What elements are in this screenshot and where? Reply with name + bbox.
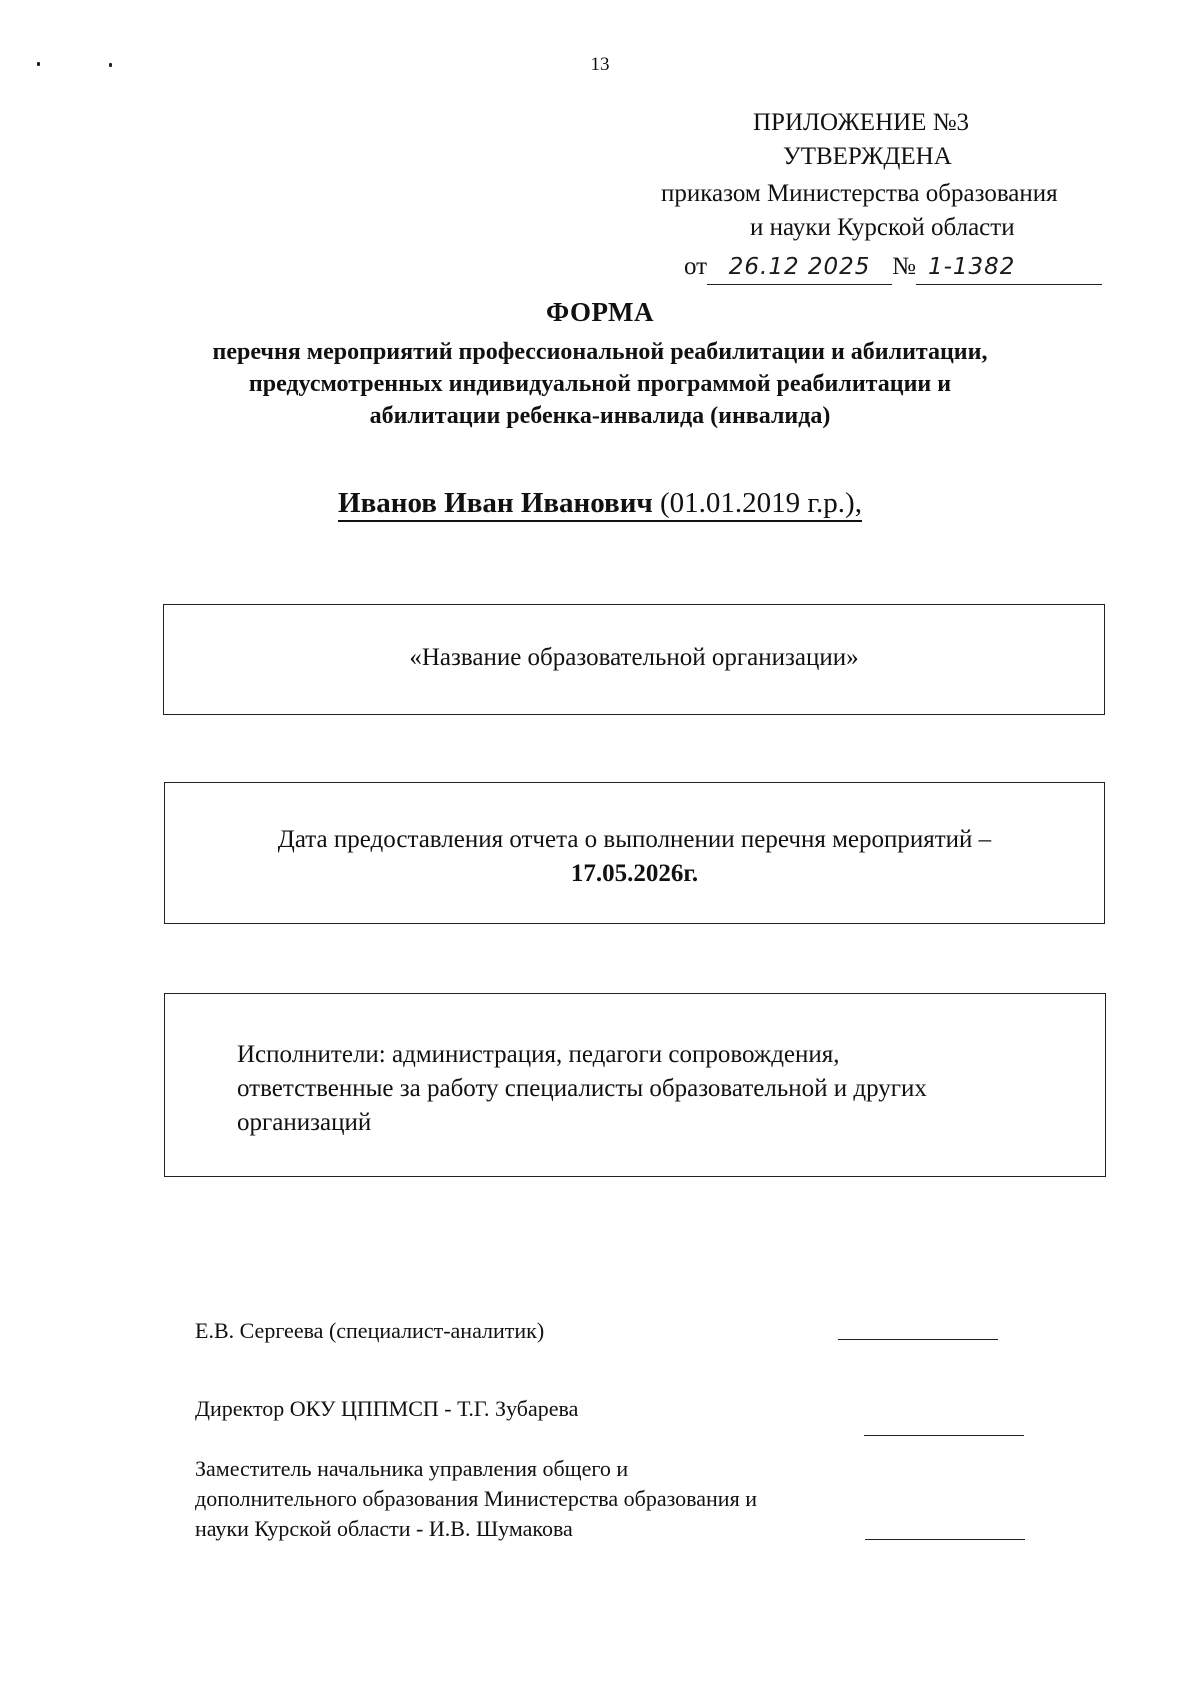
form-subtitle-line-3: абилитации ребенка-инвалида (инвалида): [369, 403, 831, 429]
report-date-box: [164, 782, 1105, 924]
signature-line-3: [865, 1539, 1025, 1540]
executors-line-2: ответственные за работу специалисты образовательной и других: [237, 1075, 927, 1102]
number-label: №: [892, 253, 916, 280]
person-birth: (01.01.2019 г.р.),: [652, 487, 862, 519]
from-label: от: [684, 253, 708, 280]
signatory-3: [195, 1454, 757, 1544]
form-title: ФОРМА: [546, 297, 654, 327]
report-date-text: [165, 823, 1104, 891]
signatory-2: Директор ОКУ ЦППМСП - Т.Г. Зубарева: [195, 1396, 579, 1421]
signatory-3-line-3: науки Курской области - И.В. Шумакова: [195, 1516, 573, 1541]
executors-line-1: Исполнители: администрация, педагоги сопровождения,: [237, 1041, 840, 1068]
order-date-line: [684, 250, 1102, 285]
person-line: [0, 487, 1200, 520]
page-number: 13: [590, 54, 610, 75]
person-name: Иванов Иван Иванович: [338, 487, 653, 519]
order-line-2: и науки Курской области: [750, 214, 1015, 241]
form-subtitle-line-2: предусмотренных индивидуальной программой реабилитации и: [248, 371, 952, 397]
signatory-1: Е.В. Сергеева (специалист-аналитик): [195, 1318, 545, 1343]
person-name-wrap: [338, 487, 862, 522]
signature-line-1: [838, 1339, 998, 1340]
organization-box: [163, 604, 1105, 715]
approval-block: [600, 100, 1160, 290]
executors-box: [164, 993, 1106, 1177]
executors-line-3: организаций: [237, 1109, 372, 1136]
form-subtitle: [100, 336, 1100, 432]
report-date-label: Дата предоставления отчета о выполнении перечня мероприятий –: [277, 826, 992, 853]
signature-line-2: [864, 1435, 1024, 1436]
signatory-3-line-1: Заместитель начальника управления общего и: [195, 1456, 629, 1481]
signatory-3-line-2: дополнительного образования Министерства образования и: [195, 1486, 757, 1511]
organization-name: «Название образовательной организации»: [409, 644, 859, 671]
form-subtitle-line-1: перечня мероприятий профессиональной реабилитации и абилитации,: [212, 339, 988, 365]
order-number-handwritten: 1-1382: [916, 250, 1102, 285]
report-date-value: 17.05.2026г.: [570, 860, 699, 887]
executors-text: [237, 1038, 1065, 1140]
order-date-handwritten: 26.12 2025: [707, 250, 892, 285]
appendix-label: ПРИЛОЖЕНИЕ №3: [753, 109, 970, 136]
approved-label: УТВЕРЖДЕНА: [783, 143, 952, 170]
order-line-1: приказом Министерства образования: [661, 180, 1058, 207]
